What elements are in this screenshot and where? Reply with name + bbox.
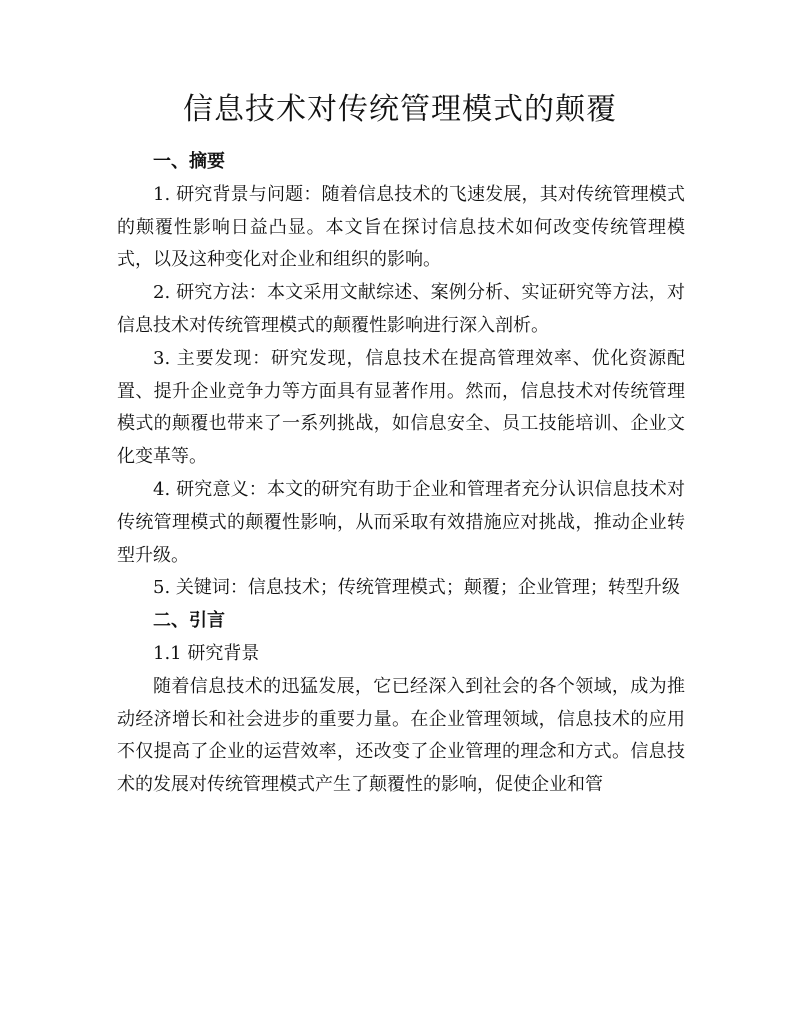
abstract-item: 4. 研究意义：本文的研究有助于企业和管理者充分认识信息技术对传统管理模式的颠覆性影响，从而采取有效措施应对挑战，推动企业转型升级。 (117, 478, 685, 566)
abstract-heading: 一、摘要 (153, 151, 225, 172)
abstract-item: 3. 主要发现：研究发现，信息技术在提高管理效率、优化资源配置、提升企业竞争力等方面具有显著作用。然而，信息技术对传统管理模式的颠覆也带来了一系列挑战，如信息安全、员工技能培训、企业文化变革等。 (117, 347, 685, 468)
abstract-item: 2. 研究方法：本文采用文献综述、案例分析、实证研究等方法，对信息技术对传统管理模式的颠覆性影响进行深入剖析。 (117, 282, 685, 336)
abstract-item: 1. 研究背景与问题：随着信息技术的飞速发展，其对传统管理模式的颠覆性影响日益凸显。本文旨在探讨信息技术如何改变传统管理模式，以及这种变化对企业和组织的影响。 (117, 183, 685, 271)
abstract-item: 5. 关键词：信息技术；传统管理模式；颠覆；企业管理；转型升级 (153, 577, 680, 599)
document-title: 信息技术对传统管理模式的颠覆 (183, 92, 617, 127)
introduction-heading: 二、引言 (153, 610, 225, 632)
document-body (117, 146, 685, 802)
introduction-subheading: 1.1 研究背景 (153, 642, 260, 664)
introduction-paragraph: 随着信息技术的迅猛发展，它已经深入到社会的各个领域，成为推动经济增长和社会进步的重要力量。在企业管理领域，信息技术的应用不仅提高了企业的运营效率，还改变了企业管理的理念和方式。信息技术的发展对传统管理模式产生了颠覆性的影响，促使企业和管 (117, 675, 685, 796)
